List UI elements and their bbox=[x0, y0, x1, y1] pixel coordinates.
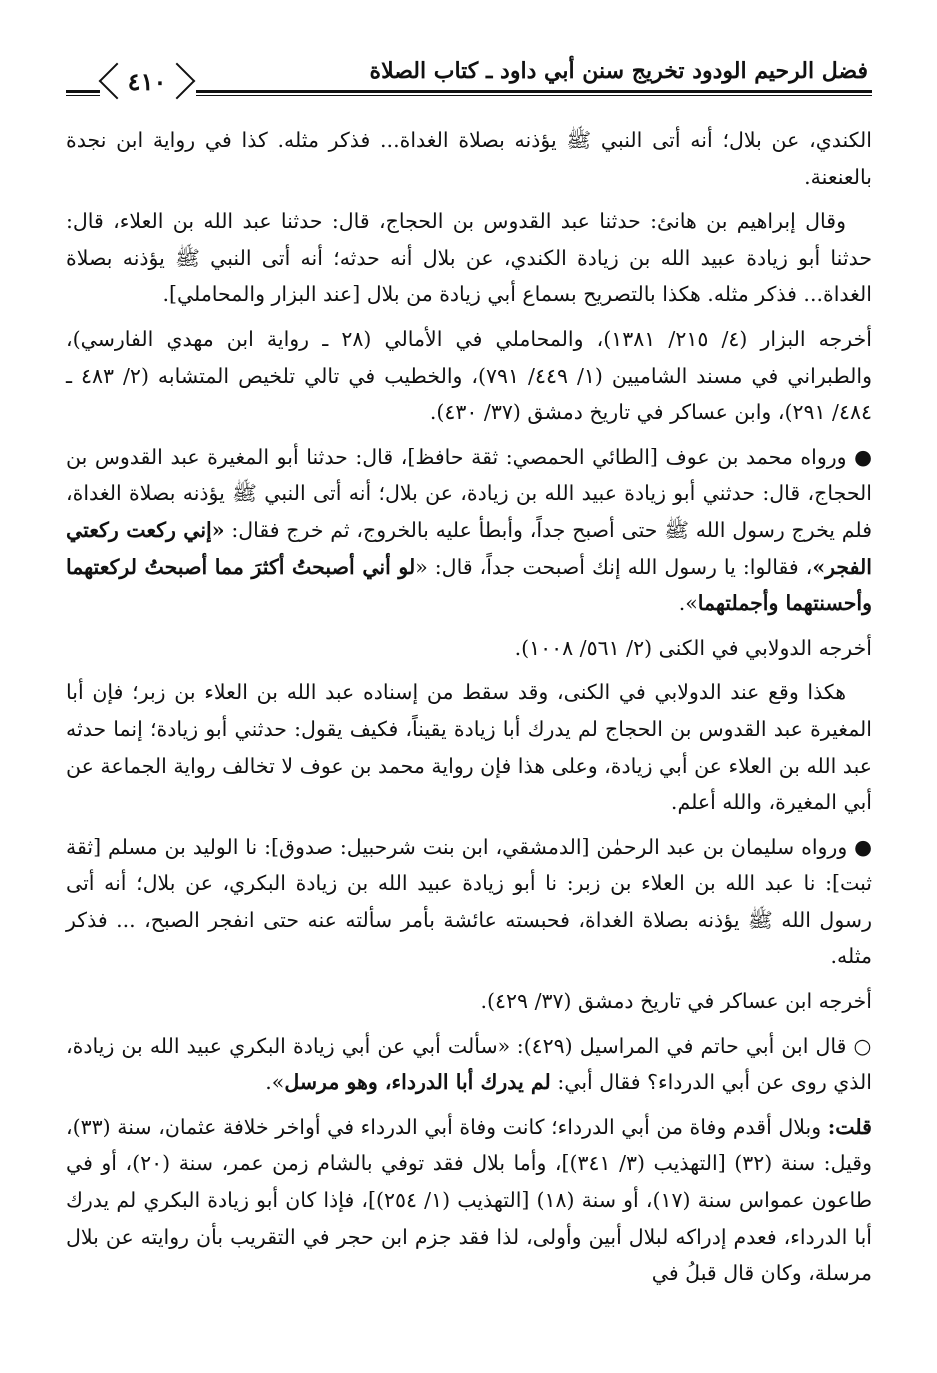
text-run: ، فقالوا: يا رسول الله إنك أصبحت جداً، قال: « bbox=[415, 554, 813, 579]
page-number-badge bbox=[110, 64, 184, 98]
paragraph-10 bbox=[66, 1109, 872, 1292]
text-run-bold: قلت: bbox=[827, 1114, 872, 1139]
text-run: أخرجه الدولابي في الكنى (٢/ ٥٦١/ ١٠٠٨). bbox=[514, 635, 872, 660]
text-run: وبلال أقدم وفاة من أبي الدرداء؛ كانت وفاة أبي الدرداء في أواخر خلافة عثمان، سنة (٣٣)، وقيل: سنة (٣٢) [التهذيب (٣/ ٣٤١)]، وأما بلال فقد توفي بالشام زمن عمر، سنة (٢٠)، أو في طاعون عمواس سنة (١٧)، أو سنة (١٨) [التهذيب (١/ ٢٥٤)]، فإذا كان أبو زيادة البكري لم يدرك أبا الدرداء، فعدم إدراكه لبلال أبين وأولى، لذا فقد جزم ابن حجر في التقريب بأن روايته عن بلال مرسلة، وكان قال قبلُ في bbox=[66, 1114, 873, 1286]
page-header bbox=[66, 54, 872, 102]
text-run: ● ورواه محمد بن عوف [الطائي الحمصي: ثقة حافظ]، قال: حدثنا أبو المغيرة عبد القدوس بن الحجاج، قال: حدثني أبو زيادة عبيد الله بن زيادة، عن بلال؛ أنه أتى النبي ﷺ يؤذنه بصلاة الغداة، فلم يخرج رسول الله ﷺ حتى أصبح جداً، وأبطأ عليه بالخروج، ثم خرج فقال: bbox=[66, 444, 872, 542]
badge-rule bbox=[66, 90, 100, 96]
paragraph-7 bbox=[66, 829, 872, 975]
text-run: هكذا وقع عند الدولابي في الكنى، وقد سقط من إسناده عبد الله بن العلاء بن زبر؛ فإن أبا المغيرة عبد القدوس بن الحجاج لم يدرك أبا زيادة يقيناً، فكيف يقول: حدثني أبو زيادة؛ إنما حدثه عبد الله بن العلاء عن أبي زيادة، وعلى هذا فإن رواية محمد بن عوف لا تخالف رواية الجماعة عن أبي المغيرة، والله أعلم. bbox=[66, 680, 872, 815]
page-body bbox=[66, 122, 872, 1300]
text-run: أخرجه ابن عساكر في تاريخ دمشق (٣٧/ ٤٢٩). bbox=[480, 989, 872, 1014]
paragraph-1 bbox=[66, 122, 872, 195]
paragraph-8 bbox=[66, 983, 872, 1020]
header-rule bbox=[196, 90, 872, 96]
paragraph-6 bbox=[66, 674, 872, 820]
text-run-bold: «إني ركعت ركعتي الفجر» bbox=[66, 517, 872, 579]
page-number: ٤١٠ bbox=[127, 66, 167, 96]
text-run: ○ قال ابن أبي حاتم في المراسيل (٤٢٩): «سألت أبي عن أبي زيادة البكري عبيد الله بن زيادة، الذي روى عن أبي الدرداء؟ فقال أبي: bbox=[66, 1033, 872, 1095]
text-run: أخرجه البزار (٤/ ٢١٥/ ١٣٨١)، والمحاملي في الأمالي (٢٨ ـ رواية ابن مهدي الفارسي)، والطبراني في مسند الشاميين (١/ ٤٤٩/ ٧٩١)، والخطيب في تالي تلخيص المتشابه (٢/ ٤٨٣ ـ ٤٨٤/ ٢٩١)، وابن عساكر في تاريخ دمشق (٣٧/ ٤٣٠). bbox=[66, 326, 872, 425]
text-run-bold: لو أني أصبحتُ أكثرَ مما أصبحتُ لركعتهما وأحسنتهما وأجملتهما bbox=[66, 554, 872, 616]
paragraph-4 bbox=[66, 439, 872, 622]
running-title: فضل الرحيم الودود تخريج سنن أبي داود ـ كتاب الصلاة bbox=[369, 58, 868, 84]
paragraph-3 bbox=[66, 321, 872, 431]
text-run: الكندي، عن بلال؛ أنه أتى النبي ﷺ يؤذنه بصلاة الغداة... فذكر مثله. كذا في رواية ابن نجدة بالعنعنة. bbox=[66, 128, 872, 189]
paragraph-5 bbox=[66, 630, 872, 667]
text-run: وقال إبراهيم بن هانئ: حدثنا عبد القدوس بن الحجاج، قال: حدثنا عبد الله بن العلاء، قال: حدثنا أبو زيادة عبيد الله بن زيادة الكندي، عن بلال أنه حدثه؛ أنه أتى النبي ﷺ يؤذنه بصلاة الغداة... فذكر مثله. هكذا بالتصريح بسماع أبي زيادة من بلال [عند البزار والمحاملي]. bbox=[66, 209, 872, 307]
text-run: ». bbox=[678, 591, 698, 616]
text-run-bold: لم يدرك أبا الدرداء، وهو مرسل bbox=[284, 1070, 551, 1095]
text-run: ● ورواه سليمان بن عبد الرحمٰن [الدمشقي، ابن بنت شرحبيل: صدوق]: نا الوليد بن مسلم [ثقة ثبت]: نا عبد الله بن العلاء بن زبر: نا أبو زيادة عبيد الله بن زيادة البكري، عن بلال؛ أنه أتى رسول الله ﷺ يؤذنه بصلاة الغداة، فحبسته عائشة بأمر سألته عنه حتى انفجر الصبح، ... فذكر مثله. bbox=[66, 834, 872, 969]
paragraph-2 bbox=[66, 203, 872, 313]
paragraph-9 bbox=[66, 1028, 872, 1101]
text-run: ». bbox=[265, 1070, 285, 1095]
